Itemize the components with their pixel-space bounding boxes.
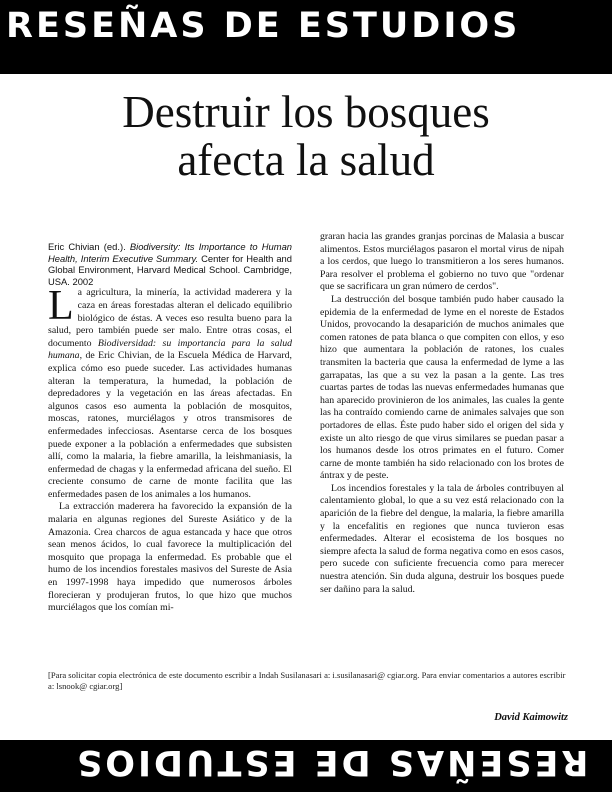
footnote: [Para solicitar copia electrónica de este documento escribir a Indah Susilanasari a: i.susilanasari@ cgiar.org. Para enviar comentarios a autores escribir a: lsnook@ cgiar.org] — [48, 670, 566, 691]
body-paragraph-3: La destrucción del bosque también pudo haber causado la epidemia de la enfermedad de lyme en el noreste de Estados Unidos, provocando la desaparición de muchos animales que comen ratones de pata blanca o que compiten con ellos, y eso hizo que aumentara la población de ratones, los cuales transmiten la bacteria que causa la enfermedad de lyme a las garrapatas, las que a su vez la pasan a la gente. Las tres cuartas partes de todas las nuevas enfermedades humanas que han aparecido provinieron de los animales, las cuales la gente las ha contraído comiendo carne de animales salvajes que son portadores de ellas. Éste pudo haber sido el origen del sida y existe un alto riesgo de que virus similares se puedan pasar a los humanos desde los otros primates en el futuro. Comer carne de monte también ha sido relacionado con los brotes de ántrax y de peste. — [320, 293, 564, 482]
citation-authors: Eric Chivian (ed.). — [48, 241, 130, 252]
title-line-1: Destruir los bosques — [122, 87, 490, 137]
footer-band-text: RESEÑAS DE ESTUDIOS — [73, 742, 588, 782]
citation-book-title: Biodiversity: Its Importance to Human Health, Interim Executive Summary. — [48, 241, 293, 264]
header-band — [0, 0, 612, 74]
left-column — [48, 241, 292, 615]
footer-band — [0, 740, 612, 792]
p2-text: La extracción maderera ha favorecido la expansión de la malaria en algunas regiones del Sureste Asiático y de la Amazonia. Crea charcos de agua estancada y hace que otros sean menos ácidos, lo cual favorece la multiplicación del mosquito que propaga la enfermedad. Es probable que el humo de los incendios forestales masivos del Sureste de Asia en 1997-1998 haya impedido que numerosos árboles florecieran y produjeran frutos, lo que hizo que muchos murciélagos que los comían mi- — [48, 501, 292, 614]
drop-cap: L — [48, 283, 74, 330]
author-signature: David Kaimowitz — [494, 712, 568, 723]
body-paragraph-1 — [48, 283, 293, 501]
citation — [48, 241, 292, 287]
page-title — [0, 88, 612, 184]
body-paragraph-2-part-1 — [48, 501, 292, 614]
citation-publisher: Center for Health and Global Environment, Harvard Medical School. Cambridge, USA. 2002 — [48, 252, 292, 287]
body-paragraph-4: Los incendios forestales y la tala de árboles contribuyen al calentamiento global, lo que a su vez está relacionado con la aparición de la fiebre del dengue, la malaria, la fiebre amarilla y la encefalitis en regiones que nunca tuvieron esas enfermedades. Alterar el ecosistema de los bosques no siempre afecta la salud de forma negativa como en esos casos, pero sucede con suficiente frecuencia como para merecer nuestra atención. Sin duda alguna, destruir los bosques puede ser dañino para la salud. — [320, 482, 565, 595]
p1-italic-title: Biodiversidad: su importancia para la salud humana — [48, 337, 293, 362]
body-paragraph-2-part-2 — [320, 231, 564, 294]
title-line-2: afecta la salud — [177, 135, 435, 185]
p1-text-b: , de Eric Chivian, de la Escuela Médica de Harvard, explica cómo eso puede suceder. Las actividades humanas alteran la temperatura, la humedad, la población de depredadores y la vegetación en las áreas afectadas. En algunos casos eso aumenta la población de mosquitos, moscas, ratones, murciélagos y otros transmisores de enfermedades infecciosas. Asentarse cerca de los bosques puede exponer a la población a enfermedades que subsisten allí, como la malaria, la fiebre amarilla, la leishmaniasis, la enfermedad de chagas y la enfermedad africana del sueño. El creciente consumo de carne de monte facilita que las enfermedades pasen de los animales a los humanos. — [48, 350, 292, 500]
right-column — [320, 231, 564, 596]
header-band-text: RESEÑAS DE ESTUDIOS — [6, 6, 521, 46]
p2-continuation: graran hacia las grandes granjas porcinas de Malasia a buscar alimentos. Estos murciélagos pasaron el mortal virus de nipah a los cerdos, que luego lo transmitieron a los seres humanos. Para resolver el problema el gobierno no tuvo que "ordenar que se sacrificara un gran número de cerdos". — [320, 231, 564, 293]
p1-text-a: a agricultura, la minería, la actividad maderera y la caza en áreas forestadas alteran el delicado equilibrio biológico de éstas. A veces eso resulta bueno para la salud, pero también puede ser malo. Entre otras cosas, el documento — [48, 287, 292, 349]
